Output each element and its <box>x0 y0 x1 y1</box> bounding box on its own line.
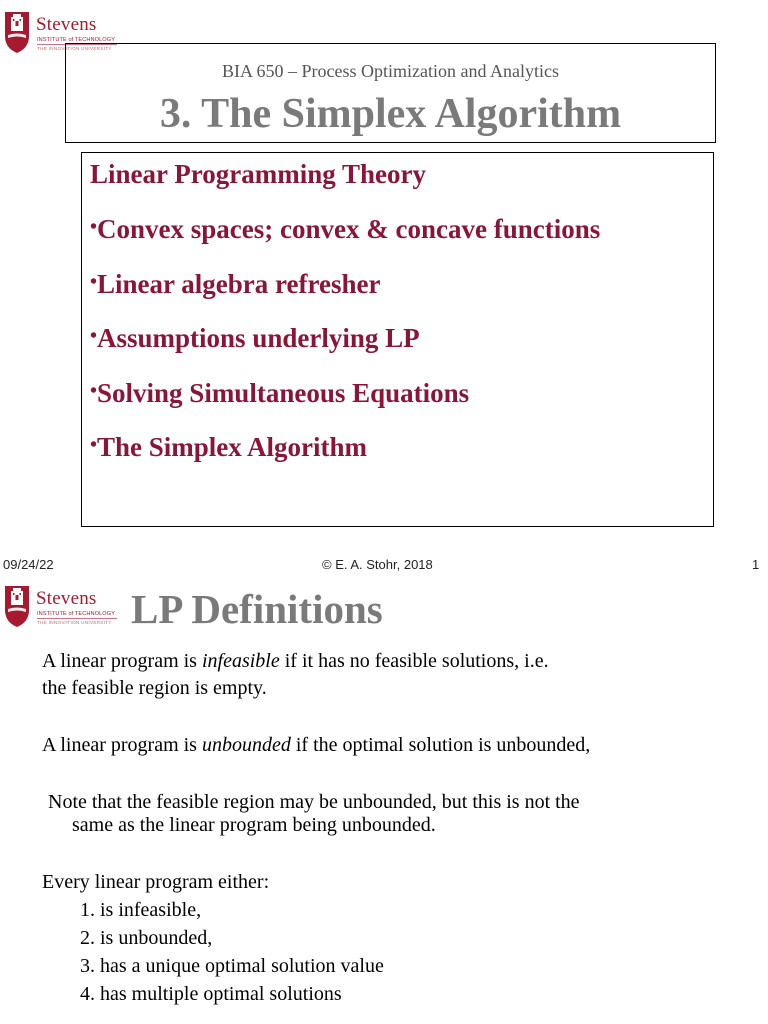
term-unbounded: unbounded <box>201 734 291 756</box>
list-item: 1. is infeasible, <box>80 899 202 921</box>
term-infeasible: infeasible <box>201 650 280 672</box>
slide2-title: LP Definitions <box>131 586 383 632</box>
definition-unbounded <box>42 734 590 757</box>
definition-infeasible-line2: the feasible region is empty. <box>42 677 267 699</box>
bullet-item <box>90 269 380 300</box>
bullet-item <box>90 214 600 245</box>
bullet-text: Convex spaces; convex & concave functions <box>97 214 601 244</box>
bullet-item <box>90 378 469 409</box>
list-item: 3. has a unique optimal solution value <box>80 955 384 977</box>
bullet-glyph: • <box>90 271 98 293</box>
bullet-glyph: • <box>90 380 98 402</box>
bullet-text: Linear algebra refresher <box>97 269 381 299</box>
footer-date: 09/24/22 <box>3 557 54 572</box>
course-name: BIA 650 – Process Optimization and Analytics <box>222 61 559 81</box>
bullet-text: Assumptions underlying LP <box>97 323 420 353</box>
text-run: A linear program is <box>42 734 202 756</box>
bullet-glyph: • <box>90 216 98 238</box>
slide1-title-box <box>65 43 716 143</box>
list-item: 2. is unbounded, <box>80 927 213 949</box>
list-item: 4. has multiple optimal solutions <box>80 983 342 1005</box>
stevens-logo <box>0 576 120 638</box>
definition-infeasible <box>42 650 549 673</box>
footer-page-number: 1 <box>752 557 760 572</box>
stevens-shield-icon <box>2 8 32 54</box>
footer-copyright: © E. A. Stohr, 2018 <box>322 557 433 572</box>
bullet-text: The Simplex Algorithm <box>97 432 368 462</box>
logo-tagline-text: THE INNOVATION UNIVERSITY <box>37 620 112 625</box>
bullet-item <box>90 432 367 463</box>
bullet-glyph: • <box>90 434 98 456</box>
slide1-title: 3. The Simplex Algorithm <box>159 91 622 137</box>
logo-tagline-text: THE INNOVATION UNIVERSITY <box>37 46 112 51</box>
slide1-content-box <box>81 152 714 527</box>
list-intro: Every linear program either: <box>42 871 270 893</box>
logo-institute-text: INSTITUTE of TECHNOLOGY <box>37 37 116 43</box>
bullet-item <box>90 323 420 354</box>
text-run: if it has no feasible solutions, i.e. <box>279 650 549 672</box>
logo-institute-text: INSTITUTE of TECHNOLOGY <box>37 611 116 617</box>
logo-rule <box>37 618 117 619</box>
note-line1: Note that the feasible region may be unbounded, but this is not the <box>48 791 580 813</box>
bullet-text: Solving Simultaneous Equations <box>97 378 470 408</box>
slide1-heading: Linear Programming Theory <box>90 159 426 189</box>
bullet-glyph: • <box>90 325 98 347</box>
stevens-shield-icon <box>2 582 32 628</box>
note-line2: same as the linear program being unbounded. <box>72 814 436 836</box>
text-run: A linear program is <box>42 650 202 672</box>
logo-brand-text: Stevens <box>36 14 97 35</box>
logo-brand-text: Stevens <box>36 588 97 609</box>
text-run: if the optimal solution is unbounded, <box>290 734 591 756</box>
